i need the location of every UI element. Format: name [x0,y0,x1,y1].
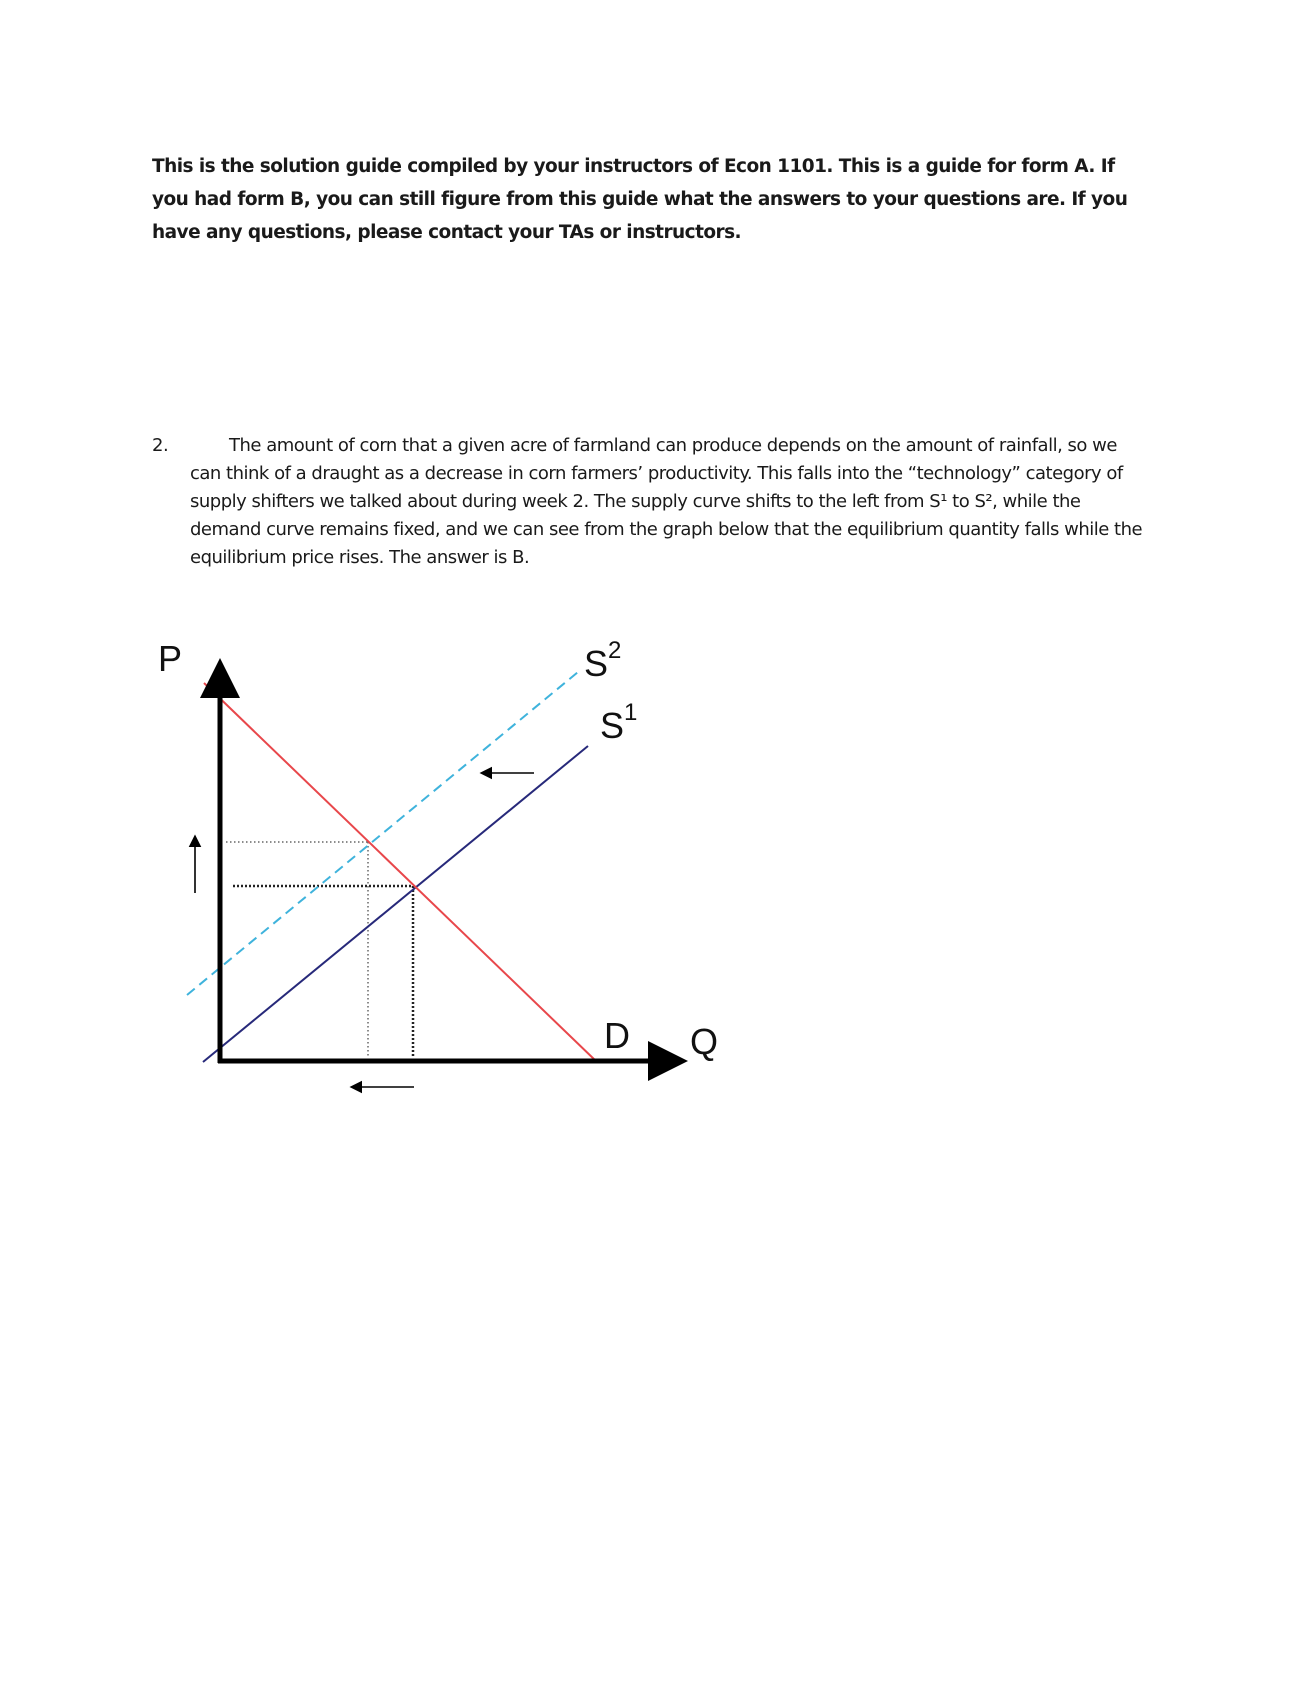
demand-label: D [604,1015,630,1056]
supply-1-superscript: 1 [624,699,638,726]
supply-2-letter: S [584,643,609,684]
supply-1-letter: S [600,705,625,746]
x-axis-label: Q [690,1021,719,1062]
supply-2-superscript: 2 [608,637,622,664]
supply-curve-2 [187,672,578,995]
question-answer-text: The amount of corn that a given acre of farmland can produce depends on the amount of rainfall, so we can think of a draught as a decrease in corn farmers’ productivity. This falls into the “technology” category of supply shifters we talked about during week 2. The supply curve shifts to the left from S¹ to S², while the demand curve remains fixed, and we can see from the graph below that the equilibrium quantity falls while the equilibrium price rises. The answer is B. [190,435,1143,568]
question-number: 2. [152,435,169,456]
supply-2-label [584,637,621,684]
y-axis-label: P [158,638,183,679]
intro-paragraph: This is the solution guide compiled by your instructors of Econ 1101. This is a guide for form A. If you had form B, you can still figure from this guide what the answers to your questions are. If you have any questions, please contact your TAs or instructors. [152,156,1128,243]
supply-curve-1 [203,746,588,1062]
supply-1-label [600,699,637,746]
demand-curve [204,683,597,1062]
